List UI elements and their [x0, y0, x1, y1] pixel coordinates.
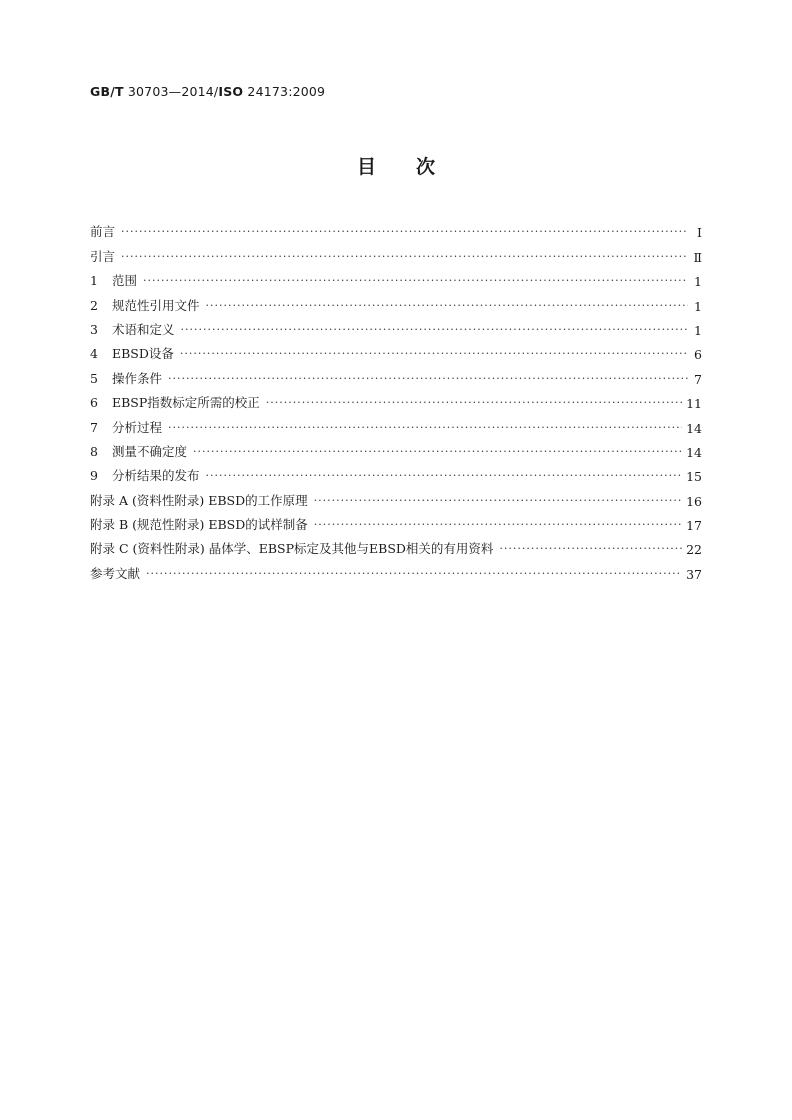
toc-dot-leader [168, 420, 682, 436]
toc-page-number: 6 [694, 347, 702, 363]
toc-entry-label [90, 393, 260, 411]
toc-entry-text: 操作条件 [112, 370, 163, 386]
toc-page-number: 22 [686, 542, 702, 558]
toc-page-number: 15 [686, 469, 702, 485]
toc-entry[interactable] [90, 314, 702, 338]
toc-entry-number: 2 [90, 297, 98, 313]
toc-entry-label [90, 296, 200, 314]
toc-entry[interactable] [90, 265, 702, 289]
toc-entry-text: 术语和定义 [112, 321, 175, 337]
toc-entry-label [90, 491, 308, 509]
toc-entry-label [90, 442, 187, 460]
toc-dot-leader [206, 468, 683, 484]
toc-entry[interactable] [90, 240, 702, 264]
toc-entry-label [90, 539, 493, 557]
toc-entry-label [90, 564, 140, 582]
toc-entry-label [90, 418, 162, 436]
toc-entry-text: 范围 [112, 273, 138, 289]
toc-entry-text: 分析过程 [112, 419, 163, 435]
toc-dot-leader [146, 566, 682, 582]
toc-page-number: 11 [686, 396, 702, 412]
toc-entry-text: 引言 [90, 248, 116, 264]
toc-entry-label [90, 247, 115, 265]
toc-page-number: 7 [694, 371, 702, 387]
standard-prefix: GB/T [90, 84, 124, 99]
toc-entry-text: 附录 C (资料性附录) 晶体学、EBSP标定及其他与EBSD相关的有用资料 [90, 541, 494, 557]
toc-entry[interactable] [90, 460, 702, 484]
toc-page-number: 16 [686, 493, 702, 509]
toc-dot-leader [206, 298, 688, 314]
toc-entry-number: 9 [90, 468, 98, 484]
toc-page-number: 37 [686, 566, 702, 582]
toc-dot-leader [499, 541, 682, 557]
toc-entry-text: 附录 B (规范性附录) EBSD的试样制备 [90, 517, 308, 533]
toc-entry-label [90, 369, 162, 387]
iso-number: 24173:2009 [243, 84, 326, 99]
toc-entry-number: 4 [90, 346, 98, 362]
standard-number: 30703—2014/ [123, 84, 219, 99]
toc-entry-text: 规范性引用文件 [112, 297, 200, 313]
toc-entry-number: 1 [90, 273, 98, 289]
toc-entry-text: 测量不确定度 [112, 443, 188, 459]
toc-entry-text: 参考文献 [90, 565, 141, 581]
table-of-contents [90, 216, 702, 582]
toc-dot-leader [121, 224, 688, 240]
toc-entry-label [90, 344, 174, 362]
toc-entry[interactable] [90, 338, 702, 362]
toc-entry[interactable] [90, 387, 702, 411]
toc-entry[interactable] [90, 362, 702, 386]
toc-entry-text: 附录 A (资料性附录) EBSD的工作原理 [90, 492, 308, 508]
toc-entry-label [90, 466, 200, 484]
toc-entry-number: 8 [90, 443, 98, 459]
toc-page-number: 1 [694, 322, 702, 338]
toc-entry[interactable] [90, 557, 702, 581]
toc-entry-label [90, 271, 137, 289]
toc-page-number: 14 [686, 420, 702, 436]
toc-entry[interactable] [90, 411, 702, 435]
toc-entry[interactable] [90, 509, 702, 533]
toc-entry-label [90, 320, 175, 338]
toc-entry-text: 前言 [90, 224, 116, 240]
toc-entry-text: EBSP指数标定所需的校正 [112, 395, 260, 411]
toc-entry-number: 5 [90, 370, 98, 386]
toc-entry[interactable] [90, 289, 702, 313]
toc-dot-leader [143, 273, 688, 289]
toc-page-number: 14 [686, 444, 702, 460]
toc-dot-leader [181, 322, 688, 338]
toc-dot-leader [180, 346, 688, 362]
toc-entry[interactable] [90, 216, 702, 240]
document-header [90, 84, 325, 99]
toc-entry-text: 分析结果的发布 [112, 468, 200, 484]
toc-dot-leader [314, 493, 682, 509]
toc-dot-leader [121, 249, 688, 265]
toc-dot-leader [168, 371, 688, 387]
toc-entry[interactable] [90, 484, 702, 508]
page-title: 目次 [356, 156, 475, 178]
iso-prefix: ISO [218, 84, 244, 99]
toc-dot-leader [314, 517, 682, 533]
toc-entry-text: EBSD设备 [112, 346, 174, 362]
toc-page-number: 1 [694, 274, 702, 290]
toc-entry-label [90, 515, 308, 533]
toc-dot-leader [266, 395, 682, 411]
toc-page-number: 17 [686, 518, 702, 534]
toc-entry[interactable] [90, 436, 702, 460]
toc-page-number: Ⅱ [693, 249, 702, 265]
toc-entry-label [90, 222, 115, 240]
toc-page-number: Ⅰ [697, 225, 702, 241]
toc-entry-number: 7 [90, 419, 98, 435]
toc-entry[interactable] [90, 533, 702, 557]
toc-dot-leader [193, 444, 682, 460]
toc-page-number: 1 [694, 298, 702, 314]
toc-entry-number: 3 [90, 321, 98, 337]
toc-entry-number: 6 [90, 395, 98, 411]
